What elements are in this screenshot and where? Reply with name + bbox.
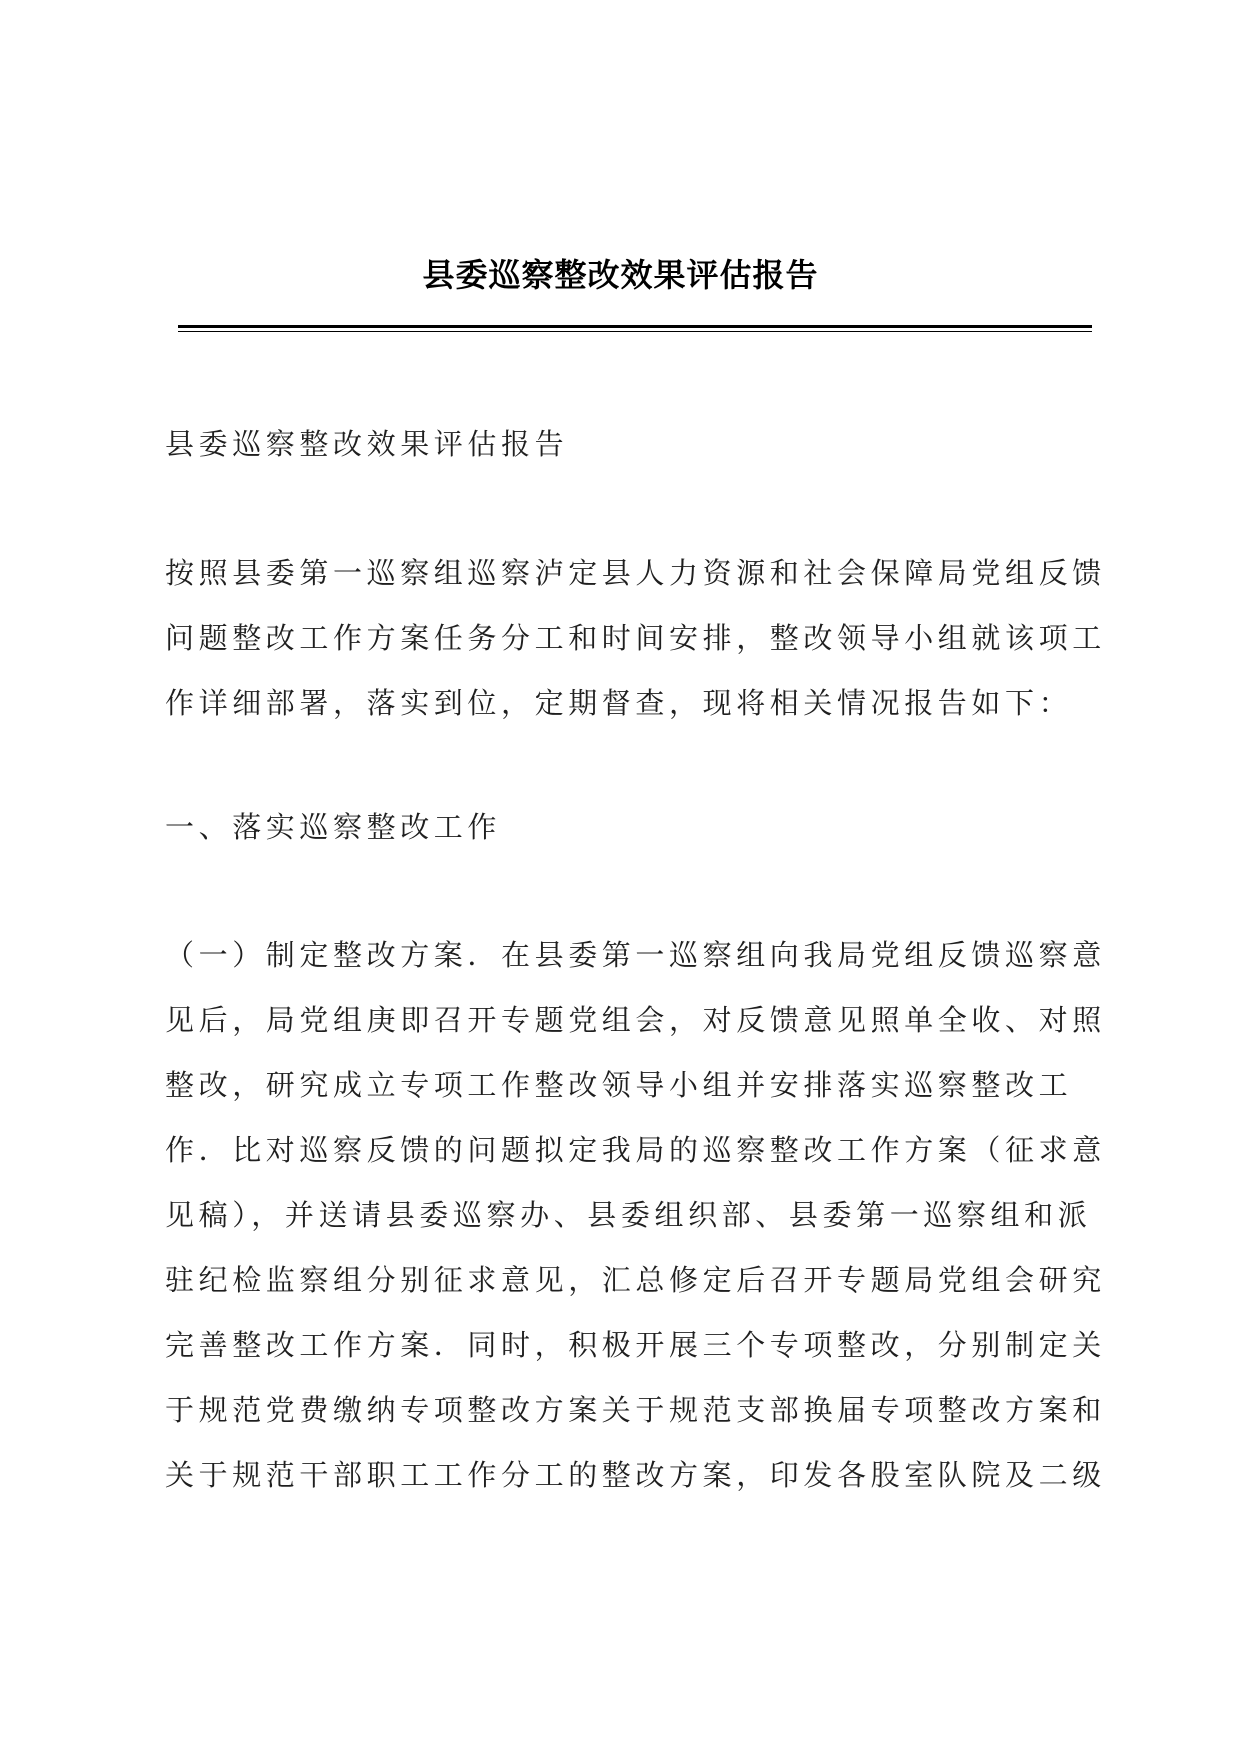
paragraph-line: 见后，局党组庚即召开专题党组会，对反馈意见照单全收、对照 [165,1003,1106,1037]
document-title: 县委巡察整改效果评估报告 [422,256,819,294]
paragraph-line: 按照县委第一巡察组巡察泸定县人力资源和社会保障局党组反馈 [165,556,1106,590]
paragraph-line: 驻纪检监察组分别征求意见，汇总修定后召开专题局党组会研究 [165,1263,1106,1297]
paragraph-line: 于规范党费缴纳专项整改方案关于规范支部换届专项整改方案和 [165,1393,1106,1427]
paragraph-line: 见稿），并送请县委巡察办、县委组织部、县委第一巡察组和派 [165,1198,1092,1232]
paragraph-line: 问题整改工作方案任务分工和时间安排，整改领导小组就该项工 [165,621,1106,655]
intro-paragraph [165,541,1106,736]
section-paragraph [165,923,1106,1508]
paragraph-line: 关于规范干部职工工作分工的整改方案，印发各股室队院及二级 [165,1458,1106,1492]
section-heading: 一、落实巡察整改工作 [165,810,502,844]
paragraph-line: 作详细部署，落实到位，定期督查，现将相关情况报告如下： [165,686,1073,720]
paragraph-line: 作．比对巡察反馈的问题拟定我局的巡察整改工作方案（征求意 [165,1133,1106,1167]
paragraph-line: 完善整改工作方案．同时，积极开展三个专项整改，分别制定关 [165,1328,1106,1362]
paragraph-line: 整改，研究成立专项工作整改领导小组并安排落实巡察整改工 [165,1068,1073,1102]
title-divider-thin [178,331,1092,332]
document-subtitle: 县委巡察整改效果评估报告 [165,427,569,461]
paragraph-line: （一）制定整改方案．在县委第一巡察组向我局党组反馈巡察意 [165,938,1106,972]
title-divider-thick [178,325,1092,328]
